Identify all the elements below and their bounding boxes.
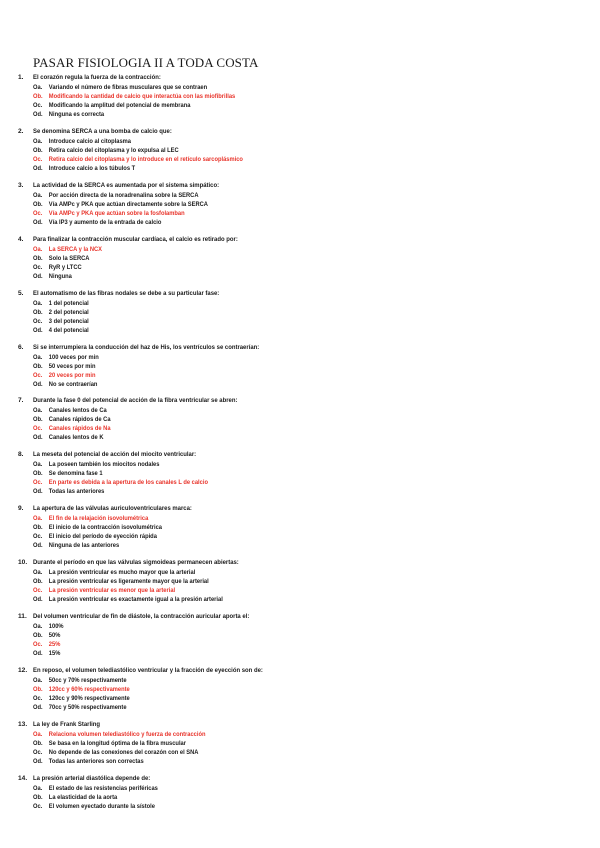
option-letter: Od. (33, 542, 43, 550)
option-text: 120cc y 60% respectivamente (48, 685, 130, 693)
option-letter: Ob. (33, 416, 43, 424)
option-text: Canales lentos de Ca (48, 407, 107, 415)
option-text: Retira calcio del citoplasma y lo introduce en el retículo sarcoplásmico (48, 155, 243, 163)
option-letter: Od. (33, 218, 43, 226)
option-letter: Oa. (33, 515, 43, 523)
option-text: 50% (48, 632, 61, 639)
option-text: La presión ventricular es ligeramente mayor que la arterial (48, 578, 209, 586)
answer-option-correct (33, 641, 60, 650)
answer-option (33, 255, 89, 264)
question-text: Durante el período en que las válvulas sigmoideas permanecen abiertas: (33, 559, 239, 567)
answer-option (33, 542, 119, 551)
option-text: La poseen también los miocitos nodales (48, 461, 160, 469)
question-text: Del volumen ventricular de fin de diástole, la contracción auricular aporta el: (33, 613, 250, 620)
option-text: Ninguna de las anteriores (48, 542, 120, 550)
option-letter: Oc. (33, 317, 43, 325)
option-letter: Od. (33, 380, 43, 388)
answer-option (33, 524, 162, 533)
option-text: 50 veces por min (48, 362, 96, 370)
answer-option-correct (33, 93, 235, 102)
option-letter: Ob. (33, 739, 43, 747)
option-text: La presión ventricular es mucho mayor que la arterial (48, 569, 196, 577)
document-title: PASAR FISIOLOGIA II A TODA COSTA (33, 55, 259, 70)
answer-option (33, 470, 103, 479)
answer-option (33, 201, 208, 210)
option-text: La elasticidad de la aorta (48, 793, 118, 801)
option-letter: Oc. (33, 263, 43, 271)
option-letter: Ob. (33, 362, 43, 370)
answer-option-correct (33, 246, 102, 255)
answer-option (33, 327, 89, 336)
option-text: 2 del potencial (48, 308, 89, 316)
answer-option (33, 192, 198, 201)
option-letter: Oa. (33, 299, 43, 307)
answer-option (33, 740, 186, 749)
option-letter: Od. (33, 488, 43, 496)
option-letter: Oa. (33, 569, 43, 577)
question-text: El automatismo de las fibras nodales se debe a su particular fase: (33, 289, 220, 297)
answer-option (33, 318, 89, 327)
option-text: 1 del potencial (48, 299, 89, 307)
question-number: 12. (18, 666, 28, 674)
answer-option-correct (33, 686, 130, 695)
option-text: Variando el número de fibras musculares que se contraen (48, 84, 208, 91)
option-letter: Ob. (33, 470, 43, 478)
question-number: 9. (18, 505, 24, 513)
answer-option (33, 632, 60, 641)
answer-option (33, 416, 111, 425)
answer-option (33, 84, 207, 93)
option-letter: Ob. (33, 146, 43, 154)
option-text: 20 veces por min (48, 371, 96, 379)
question-number: 1. (18, 74, 24, 81)
option-text: Vía AMPc y PKA que actúan directamente sobre la SERCA (48, 200, 208, 208)
question-text: La meseta del potencial de acción del miocito ventricular: (33, 451, 197, 459)
option-letter: Oc. (33, 102, 43, 109)
option-letter: Oc. (33, 425, 43, 433)
option-text: Modificando la cantidad de calcio que interactúa con las miofibrillas (48, 93, 236, 100)
answer-option (33, 758, 144, 767)
option-text: 25% (48, 641, 61, 648)
option-letter: Oa. (33, 191, 43, 199)
answer-option (33, 569, 195, 578)
question-text: La ley de Frank Starling (33, 720, 101, 728)
answer-option (33, 300, 89, 309)
option-letter: Oc. (33, 155, 43, 163)
answer-option (33, 138, 131, 147)
option-text: Solo la SERCA (48, 254, 90, 262)
question-number: 13. (18, 720, 28, 728)
answer-option (33, 578, 209, 587)
question-number: 5. (18, 289, 24, 297)
option-text: Retira calcio del citoplasma y lo expulsa al LEC (48, 146, 179, 154)
question-number: 14. (18, 774, 28, 782)
option-text: 3 del potencial (48, 317, 89, 325)
option-text: El volumen eyectado durante la sístole (48, 802, 155, 810)
question-number: 2. (18, 127, 24, 135)
answer-option (33, 147, 179, 156)
answer-option-correct (33, 372, 96, 381)
answer-option-correct (33, 587, 175, 596)
answer-option (33, 407, 107, 416)
option-text: Se basa en la longitud óptima de la fibra muscular (48, 739, 186, 747)
option-text: 4 del potencial (48, 326, 89, 334)
option-letter: Oa. (33, 676, 43, 684)
answer-option (33, 381, 97, 390)
option-letter: Oc. (33, 371, 43, 379)
option-letter: Oa. (33, 730, 43, 738)
option-letter: Oa. (33, 784, 43, 792)
option-letter: Oa. (33, 353, 43, 361)
question-number: 4. (18, 235, 24, 243)
option-letter: Oc. (33, 479, 43, 487)
answer-option (33, 273, 72, 282)
option-text: Todas las anteriores (48, 488, 105, 496)
option-text: Relaciona volumen telediastólico y fuerza de contracción (48, 730, 206, 738)
option-text: Ninguna (48, 272, 72, 280)
option-letter: Oa. (33, 623, 43, 630)
answer-option (33, 794, 117, 803)
option-letter: Oc. (33, 802, 43, 810)
option-text: Canales rápidos de Na (48, 425, 111, 433)
option-letter: Oc. (33, 694, 43, 702)
option-letter: Oc. (33, 748, 43, 756)
question-text: Durante la fase 0 del potencial de acción de la fibra ventricular se abren: (33, 397, 238, 405)
question-number: 7. (18, 397, 24, 405)
option-letter: Oa. (33, 461, 43, 469)
question-text: La apertura de las válvulas auriculoventriculares marca: (33, 505, 192, 513)
option-text: Vía AMPc y PKA que actúan sobre la fosfolamban (48, 209, 185, 217)
question-text: Se denomina SERCA a una bomba de calcio que: (33, 127, 172, 135)
option-letter: Ob. (33, 685, 43, 693)
answer-option-correct (33, 210, 185, 219)
answer-option (33, 309, 89, 318)
option-text: 15% (48, 650, 61, 657)
answer-option (33, 488, 104, 497)
option-letter: Od. (33, 272, 43, 280)
option-text: 50cc y 70% respectivamente (48, 676, 127, 684)
question-number: 6. (18, 343, 24, 351)
option-letter: Oc. (33, 533, 43, 541)
option-letter: Oc. (33, 209, 43, 217)
option-letter: Oa. (33, 407, 43, 415)
option-text: El fin de la relajación isovolumétrica (48, 515, 149, 523)
option-text: No se contraerían (48, 380, 98, 388)
question-number: 3. (18, 181, 24, 189)
option-letter: Od. (33, 596, 43, 604)
answer-option (33, 704, 127, 713)
question-text: En reposo, el volumen telediastólico ventricular y la fracción de eyección son de: (33, 666, 263, 674)
answer-option (33, 785, 158, 794)
option-text: Todas las anteriores son correctas (48, 757, 144, 765)
option-letter: Od. (33, 164, 43, 172)
option-text: En parte es debida a la apertura de los canales L de calcio (48, 479, 208, 487)
answer-option-correct (33, 515, 148, 524)
option-text: Modificando la amplitud del potencial de membrana (48, 102, 191, 109)
option-text: Por acción directa de la noradrenalina sobre la SERCA (48, 191, 199, 199)
answer-option (33, 264, 82, 273)
option-text: RyR y LTCC (48, 263, 82, 271)
option-text: El inicio del período de eyección rápida (48, 533, 157, 541)
option-letter: Oa. (33, 245, 43, 253)
option-text: Se denomina fase 1 (48, 470, 103, 478)
option-letter: Oc. (33, 641, 43, 648)
question-number: 8. (18, 451, 24, 459)
option-letter: Ob. (33, 793, 43, 801)
option-text: Ninguna es correcta (48, 111, 105, 118)
answer-option (33, 623, 64, 632)
option-text: 100% (48, 623, 64, 630)
answer-option (33, 354, 99, 363)
option-letter: Oc. (33, 587, 43, 595)
answer-option (33, 749, 198, 758)
answer-option (33, 650, 60, 659)
option-letter: Ob. (33, 254, 43, 262)
option-letter: Od. (33, 703, 43, 711)
question-text: Si se interrumpiera la conducción del haz de His, los ventrículos se contraerían: (33, 343, 260, 351)
option-text: Vía IP3 y aumento de la entrada de calcio (48, 218, 162, 226)
answer-option-correct (33, 156, 243, 165)
option-letter: Ob. (33, 578, 43, 586)
question-text: La presión arterial diastólica depende de: (33, 774, 151, 782)
option-letter: Oa. (33, 137, 43, 145)
answer-option (33, 434, 104, 443)
option-text: El inicio de la contracción isovolumétrica (48, 524, 163, 532)
option-letter: Od. (33, 757, 43, 765)
option-text: Canales rápidos de Ca (48, 416, 111, 424)
question-text: La actividad de la SERCA es aumentada por el sistema simpático: (33, 181, 220, 189)
option-letter: Ob. (33, 93, 43, 100)
option-text: Canales lentos de K (48, 434, 104, 442)
answer-option (33, 533, 157, 542)
option-text: El estado de las resistencias periféricas (48, 784, 158, 792)
option-text: 70cc y 50% respectivamente (48, 703, 127, 711)
option-letter: Ob. (33, 200, 43, 208)
answer-option-correct (33, 731, 206, 740)
answer-option (33, 596, 223, 605)
option-text: La presión ventricular es menor que la arterial (48, 587, 176, 595)
option-text: 100 veces por min (48, 353, 99, 361)
answer-option-correct (33, 425, 111, 434)
option-letter: Ob. (33, 308, 43, 316)
answer-option (33, 102, 190, 111)
answer-option (33, 165, 135, 174)
answer-option (33, 461, 159, 470)
option-text: No depende de las conexiones del corazón con el SNA (48, 748, 199, 756)
option-text: Introduce calcio a los túbulos T (48, 164, 136, 172)
option-letter: Od. (33, 326, 43, 334)
option-text: Introduce calcio al citoplasma (48, 137, 131, 145)
option-letter: Oa. (33, 84, 43, 91)
answer-option (33, 803, 155, 812)
answer-option (33, 677, 127, 686)
answer-option-correct (33, 479, 208, 488)
answer-option (33, 363, 96, 372)
option-text: 120cc y 90% respectivamente (48, 694, 130, 702)
option-text: La SERCA y la NCX (48, 245, 103, 253)
question-number: 11. (18, 613, 27, 620)
answer-option (33, 695, 130, 704)
option-letter: Od. (33, 111, 43, 118)
option-letter: Ob. (33, 632, 43, 639)
option-letter: Od. (33, 650, 43, 657)
option-letter: Ob. (33, 524, 43, 532)
answer-option (33, 111, 104, 120)
question-text: El corazón regula la fuerza de la contracción: (33, 74, 161, 81)
option-text: La presión ventricular es exactamente igual a la presión arterial (48, 596, 223, 604)
question-number: 10. (18, 559, 28, 567)
answer-option (33, 219, 161, 228)
option-letter: Od. (33, 434, 43, 442)
question-text: Para finalizar la contracción muscular cardíaca, el calcio es retirado por: (33, 235, 238, 243)
